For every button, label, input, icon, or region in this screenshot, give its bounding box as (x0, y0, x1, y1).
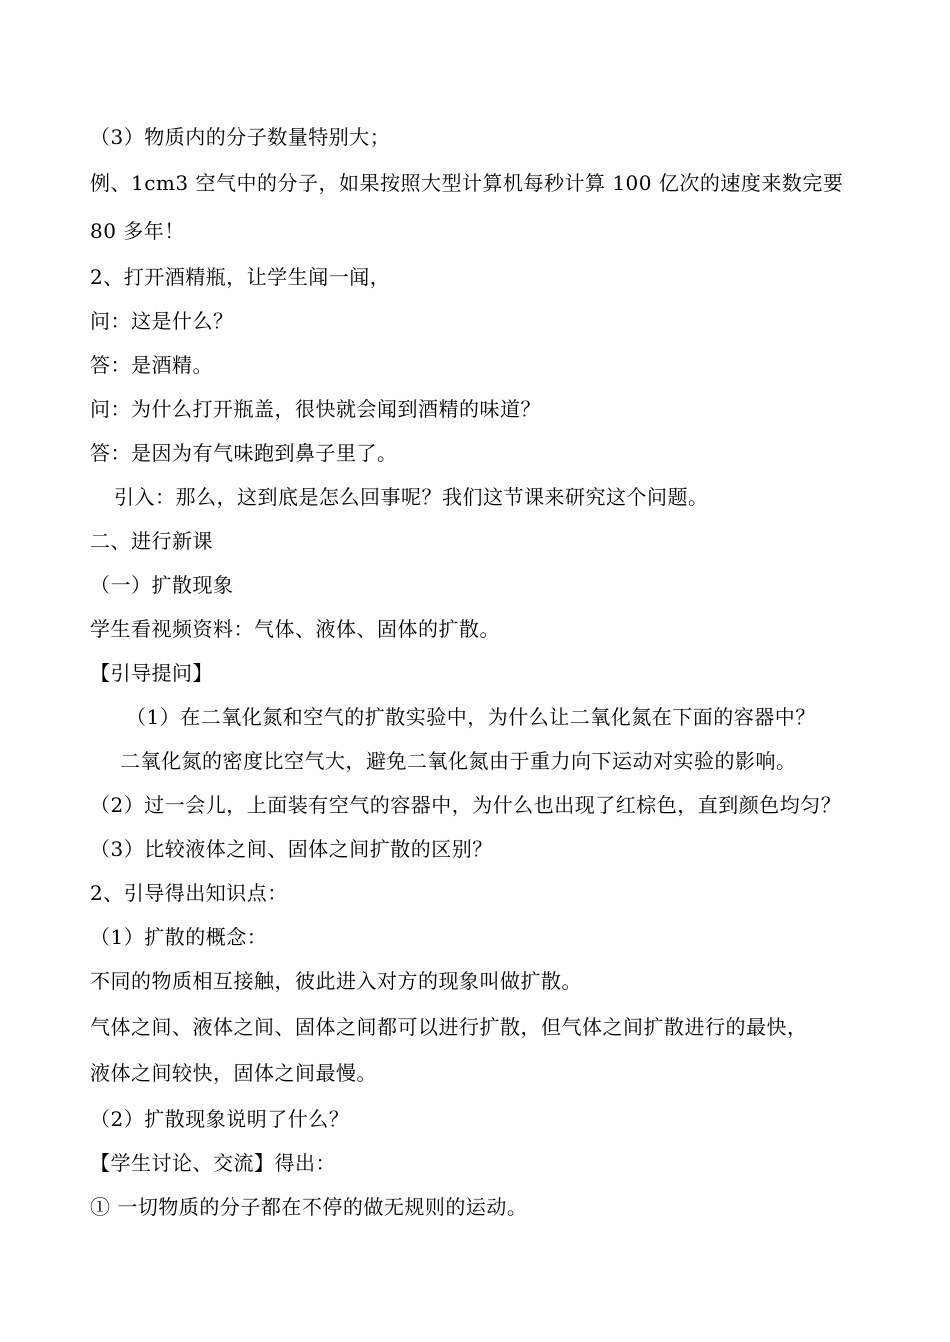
text-line: 【引导提问】 (90, 661, 213, 685)
text-line: 2、引导得出知识点： (90, 881, 288, 905)
text-line: （3）物质内的分子数量特别大； (90, 125, 391, 149)
text-line: 气体之间、液体之间、固体之间都可以进行扩散，但气体之间扩散进行的最快， (90, 1015, 808, 1039)
text-line: 80 多年！ (90, 219, 185, 243)
text-line: 答：是酒精。 (90, 353, 213, 377)
text-line: 问：为什么打开瓶盖，很快就会闻到酒精的味道？ (90, 397, 541, 421)
section-heading: 二、进行新课 (90, 529, 213, 553)
text-line: 二氧化氮的密度比空气大，避免二氧化氮由于重力向下运动对实验的影响。 (120, 749, 797, 773)
text-line: （2）过一会儿，上面装有空气的容器中，为什么也出现了红棕色，直到颜色均匀？ (90, 793, 842, 817)
text-line: ① 一切物质的分子都在不停的做无规则的运动。 (90, 1195, 528, 1219)
subsection-heading: （一）扩散现象 (90, 573, 234, 597)
text-line: （1）在二氧化氮和空气的扩散实验中，为什么让二氧化氮在下面的容器中？ (126, 705, 816, 729)
text-line: （1）扩散的概念： (90, 925, 268, 949)
text-line: 引入：那么，这到底是怎么回事呢？我们这节课来研究这个问题。 (114, 485, 709, 509)
text-line: 2、打开酒精瓶，让学生闻一闻， (90, 265, 391, 289)
text-line: 【学生讨论、交流】得出： (90, 1151, 336, 1175)
text-line: 学生看视频资料：气体、液体、固体的扩散。 (90, 617, 500, 641)
text-line: 不同的物质相互接触，彼此进入对方的现象叫做扩散。 (90, 969, 582, 993)
text-line: 液体之间较快，固体之间最慢。 (90, 1061, 377, 1085)
text-line: 问：这是什么？ (90, 309, 234, 333)
text-line: （2）扩散现象说明了什么？ (90, 1107, 350, 1131)
text-line: 答：是因为有气味跑到鼻子里了。 (90, 441, 398, 465)
text-line: （3）比较液体之间、固体之间扩散的区别？ (90, 837, 493, 861)
text-line: 例、1cm3 空气中的分子，如果按照大型计算机每秒计算 100 亿次的速度来数完要 (90, 171, 844, 195)
